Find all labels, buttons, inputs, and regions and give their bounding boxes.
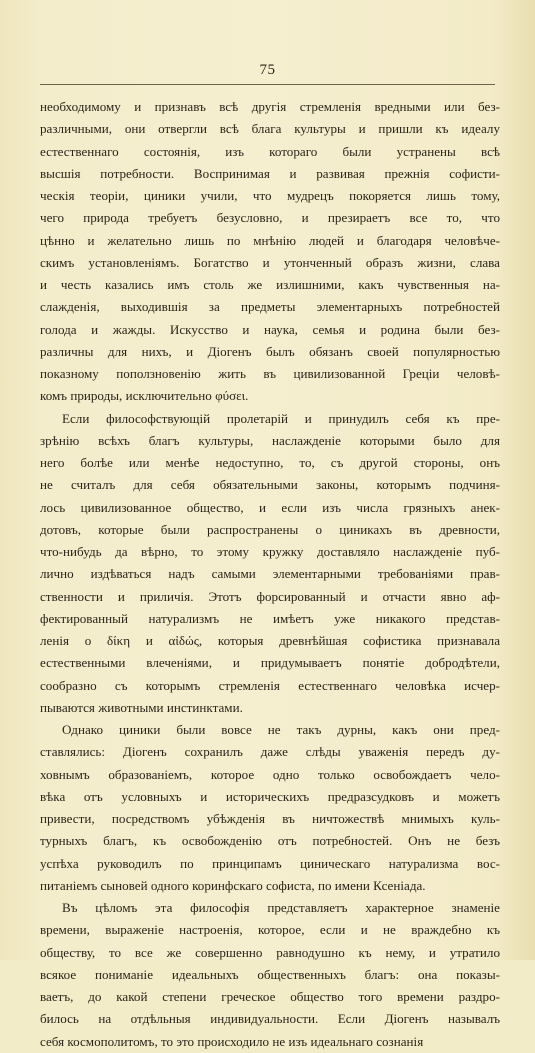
text-line: чего природа требуетъ безусловно, и презираетъ все то, что: [40, 210, 500, 226]
text-line: что-нибудь да вѣрно, то этому кружку доставляло наслажденіе пуб-: [40, 544, 500, 559]
text-line: различными, они отвергли всѣ блага культуры и пришли къ идеалу: [40, 121, 500, 137]
text-line: и честь казались имъ столь же излишними, какъ чувственныя на-: [40, 277, 500, 292]
text-line: лось цивилизованное общество, и если изъ числа грязныхъ анек-: [40, 499, 500, 515]
text-line: всякое пониманіе идеальныхъ общественныхъ благъ: она показы-: [40, 966, 500, 982]
text-line: дотовъ, которые были распространены о циникахъ въ древности,: [40, 521, 500, 537]
paragraph: [40, 897, 500, 1053]
page-number: 75: [259, 62, 276, 78]
text-line: сообразно съ которымъ стремленія естественнаго человѣка исчер-: [40, 677, 500, 693]
body-text: [40, 96, 500, 1053]
text-line: цѣнно и желательно лишь по мнѣнію людей и благодаря человѣче-: [40, 232, 500, 248]
text-line: не считалъ для себя обязательными законы, которымъ подчиня-: [40, 477, 500, 493]
text-line: лично издѣваться надъ самыми элементарными требованіями прав-: [40, 566, 500, 582]
text-line: ставлялись: Діогенъ сохранилъ даже слѣды уваженія передъ ду-: [40, 744, 500, 760]
text-line: турныхъ благъ, къ освобожденію отъ потребностей. Онъ не безъ: [40, 833, 500, 849]
text-line: Однако циники были вовсе не такъ дурны, какъ они пред-: [62, 722, 500, 737]
text-line: успѣха руководилъ по принципамъ циническаго натурализма вос-: [40, 855, 500, 871]
text-line: различны для нихъ, и Діогенъ былъ обязанъ своей популярностью: [40, 343, 500, 359]
text-line: питаніемъ сыновей одного коринфскаго софиста, по имени Ксеніада.: [40, 877, 426, 893]
text-line: него болѣе или менѣе недоступно, то, съ другой стороны, онъ: [40, 455, 500, 470]
text-line: пываются животными инстинктами.: [40, 699, 243, 715]
text-line: фектированный натурализмъ не имѣетъ уже никакого представ-: [40, 610, 500, 626]
text-line: естественными влеченіями, и придумываетъ понятіе добродѣтели,: [40, 655, 500, 671]
text-line: вѣка отъ условныхъ и историческихъ предразсудковъ и можетъ: [40, 788, 500, 804]
text-line: слажденія, выходившія за предметы элементарныхъ потребностей: [40, 299, 500, 315]
text-line: ваетъ, до какой степени греческое общество того времени раздро-: [40, 989, 500, 1004]
text-line: билось на отдѣльныя индивидуальности. Если Діогенъ называлъ: [40, 1011, 500, 1027]
text-line: голода и жажды. Искусство и наука, семья и родина были без-: [40, 321, 500, 337]
text-line: зрѣнію всѣхъ благъ культуры, наслажденіе которыми было для: [40, 432, 500, 448]
text-line: комъ природы, исключительно φύσει.: [40, 388, 249, 404]
text-line: привести, посредствомъ убѣжденія въ ничтожествѣ мнимыхъ куль-: [40, 811, 500, 826]
text-line: Если философствующій пролетарій и принудилъ себя къ пре-: [62, 410, 500, 426]
text-line: ховнымъ образованіемъ, которое одно только освобождаетъ чело-: [40, 766, 500, 782]
paragraph: [40, 719, 500, 897]
text-line: скимъ установленіямъ. Богатство и утонченный образъ жизни, слава: [40, 254, 500, 270]
text-line: необходимому и признавъ всѣ другія стремленія вредными или без-: [40, 99, 500, 114]
paragraph: [40, 96, 500, 408]
paragraph: [40, 408, 500, 720]
header-rule: [40, 84, 495, 85]
text-line: времени, выраженіе настроенія, которое, если и не враждебно къ: [40, 922, 500, 938]
text-line: ственности и приличія. Этотъ форсированный и отчасти явно аф-: [40, 588, 500, 604]
text-line: естественнаго состоянія, изъ котораго были устранены всѣ: [40, 143, 500, 159]
text-line: высшія потребности. Воспринимая и развивая прежнія софисти-: [40, 165, 500, 181]
text-line: себя космополитомъ, то это происходило не изъ идеальнаго сознанія: [40, 1033, 424, 1049]
text-line: обществу, то все же совершенно равнодушно къ нему, и утратило: [40, 944, 500, 960]
text-line: ческія теоріи, циники учили, что мудрецъ покоряется лишь тому,: [40, 188, 500, 203]
text-line: показному поползновенію жить въ цивилизованной Греціи человѣ-: [40, 366, 500, 381]
text-line: ленія о δίκη и αἰδώς, которыя древнѣйшая софистика признавала: [40, 633, 500, 648]
text-line: Въ цѣломъ эта философія представляетъ характерное знаменіе: [62, 900, 500, 915]
